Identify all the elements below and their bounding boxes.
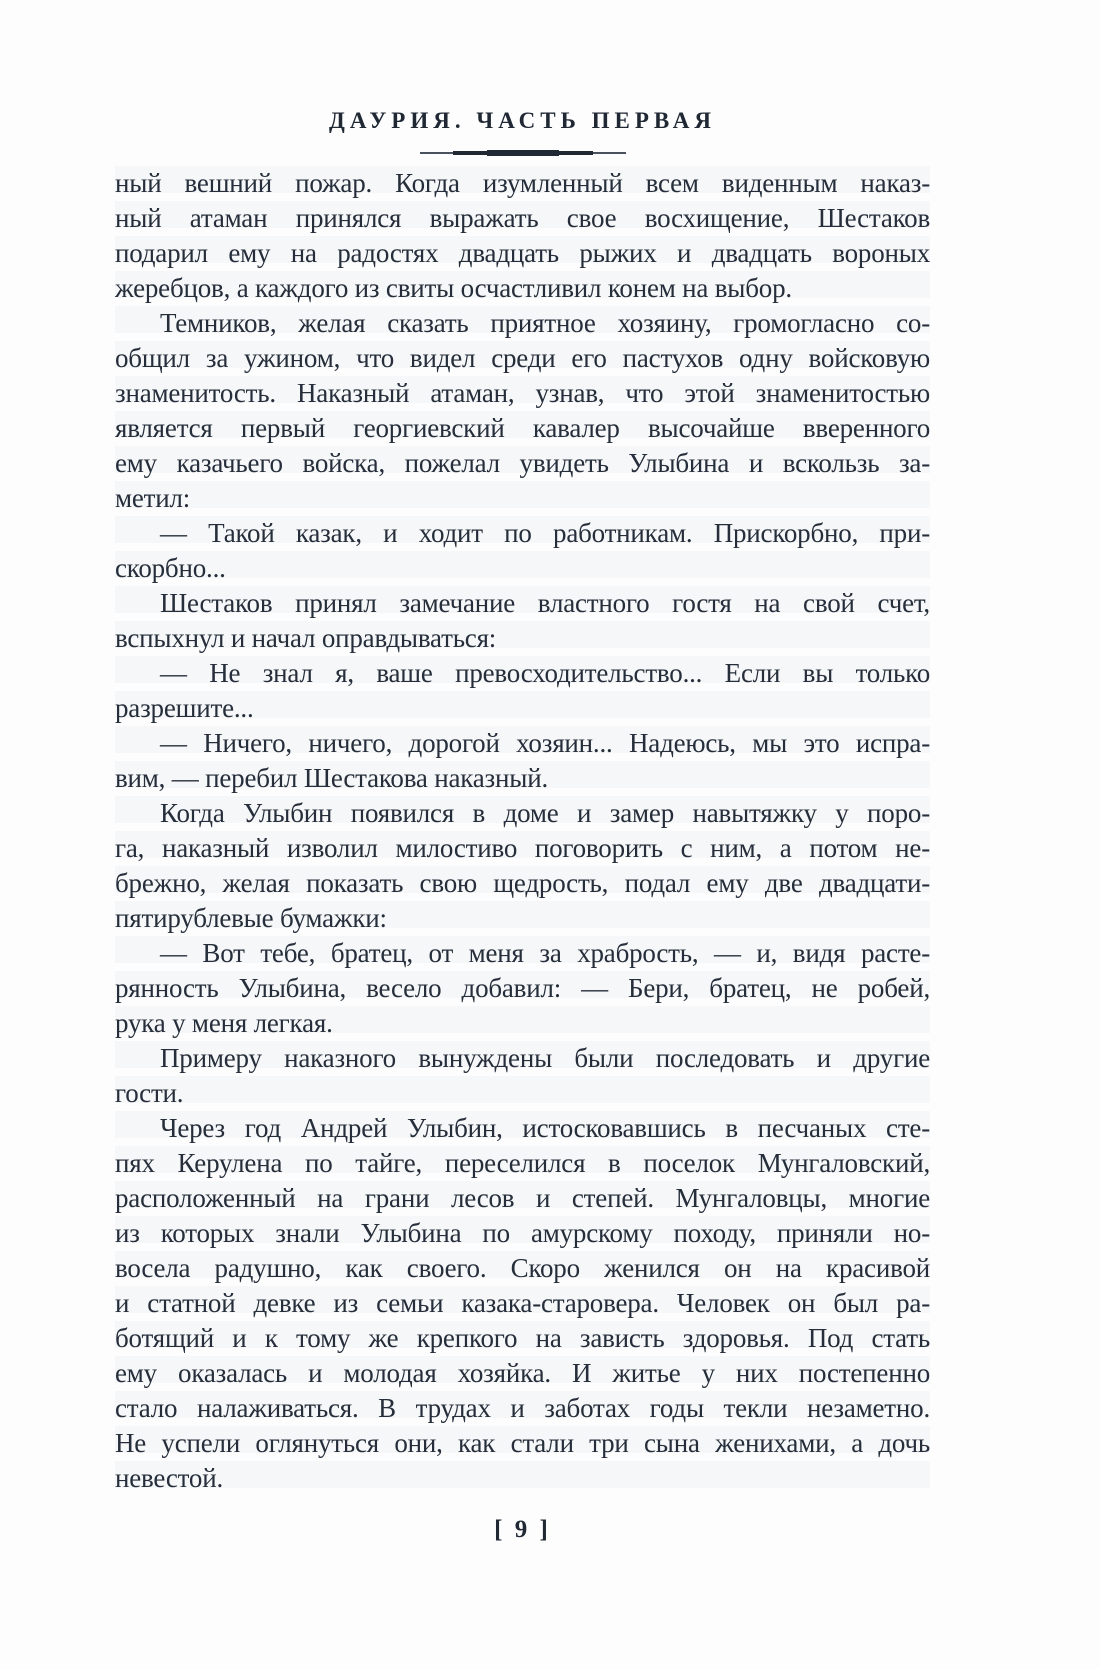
page-body-text bbox=[115, 166, 930, 1496]
text-line: пятирублевые бумажки: bbox=[115, 903, 387, 933]
text-line: Примеру наказного вынуждены были последовать и другие bbox=[160, 1043, 930, 1073]
text-line: вспыхнул и начал оправдываться: bbox=[115, 623, 497, 653]
running-header-title: ДАУРИЯ. ЧАСТЬ ПЕРВАЯ bbox=[329, 108, 716, 133]
text-line: ботящий и к тому же крепкого на зависть здоровья. Под стать bbox=[115, 1323, 930, 1353]
text-line: общил за ужином, что видел среди его пастухов одну войсковую bbox=[115, 343, 930, 373]
text-line: брежно, желая показать свою щедрость, подал ему две двадцати- bbox=[115, 868, 930, 898]
text-line: ему оказалась и молодая хозяйка. И житье у них постепенно bbox=[115, 1358, 930, 1388]
text-line: невестой. bbox=[115, 1463, 224, 1493]
text-line: подарил ему на радостях двадцать рыжих и двадцать вороных bbox=[115, 238, 930, 268]
text-line: метил: bbox=[115, 483, 191, 513]
text-line: гости. bbox=[115, 1078, 184, 1108]
text-line: Через год Андрей Улыбин, истосковавшись в песчаных сте- bbox=[160, 1113, 930, 1143]
text-line: Шестаков принял замечание властного гостя на свой счет, bbox=[160, 588, 930, 618]
text-line: рянность Улыбина, весело добавил: — Бери, братец, не робей, bbox=[115, 973, 930, 1003]
text-line: — Не знал я, ваше превосходительство... Если вы только bbox=[160, 658, 930, 688]
text-line: пях Керулена по тайге, переселился в поселок Мунгаловский, bbox=[115, 1148, 930, 1178]
text-line: — Такой казак, и ходит по работникам. Прискорбно, при- bbox=[160, 518, 930, 548]
divider-thick-rule bbox=[487, 150, 559, 156]
header-divider-ornament bbox=[115, 149, 930, 157]
text-line: — Вот тебе, братец, от меня за храбрость, — и, видя расте- bbox=[160, 938, 930, 968]
text-line: ему казачьего войска, пожелал увидеть Улыбина и вскользь за- bbox=[115, 448, 930, 478]
text-line: жеребцов, а каждого из свиты осчастливил конем на выбор. bbox=[115, 273, 792, 303]
text-line: знаменитость. Наказный атаман, узнав, что этой знаменитостью bbox=[115, 378, 930, 408]
text-line: восела радушно, как своего. Скоро женился он на красивой bbox=[115, 1253, 930, 1283]
text-line: ный атаман принялся выражать свое восхищение, Шестаков bbox=[115, 203, 930, 233]
text-line: скорбно... bbox=[115, 553, 226, 583]
text-line: разрешите... bbox=[115, 693, 254, 723]
text-line: и статной девке из семьи казака-старовера. Человек он был ра- bbox=[115, 1288, 930, 1318]
text-line: стало налаживаться. В трудах и заботах годы текли незаметно. bbox=[115, 1393, 930, 1423]
text-line: расположенный на грани лесов и степей. Мунгаловцы, многие bbox=[115, 1183, 930, 1213]
text-line: Когда Улыбин появился в доме и замер навытяжку у поро- bbox=[160, 798, 930, 828]
text-line: является первый георгиевский кавалер высочайше вверенного bbox=[115, 413, 930, 443]
text-line: Темников, желая сказать приятное хозяину, громогласно со- bbox=[160, 308, 930, 338]
text-line: га, наказный изволил милостиво поговорить с ним, а потом не- bbox=[115, 833, 930, 863]
text-line: — Ничего, ничего, дорогой хозяин... Надеюсь, мы это испра- bbox=[160, 728, 930, 758]
page-number: [ 9 ] bbox=[494, 1516, 551, 1543]
text-line: из которых знали Улыбина по амурскому походу, приняли но- bbox=[115, 1218, 930, 1248]
text-line: ный вешний пожар. Когда изумленный всем виденным наказ- bbox=[115, 168, 930, 198]
text-line: рука у меня легкая. bbox=[115, 1008, 333, 1038]
text-line: вим, — перебил Шестакова наказный. bbox=[115, 763, 549, 793]
text-line: Не успели оглянуться они, как стали три сына женихами, а дочь bbox=[115, 1428, 930, 1458]
